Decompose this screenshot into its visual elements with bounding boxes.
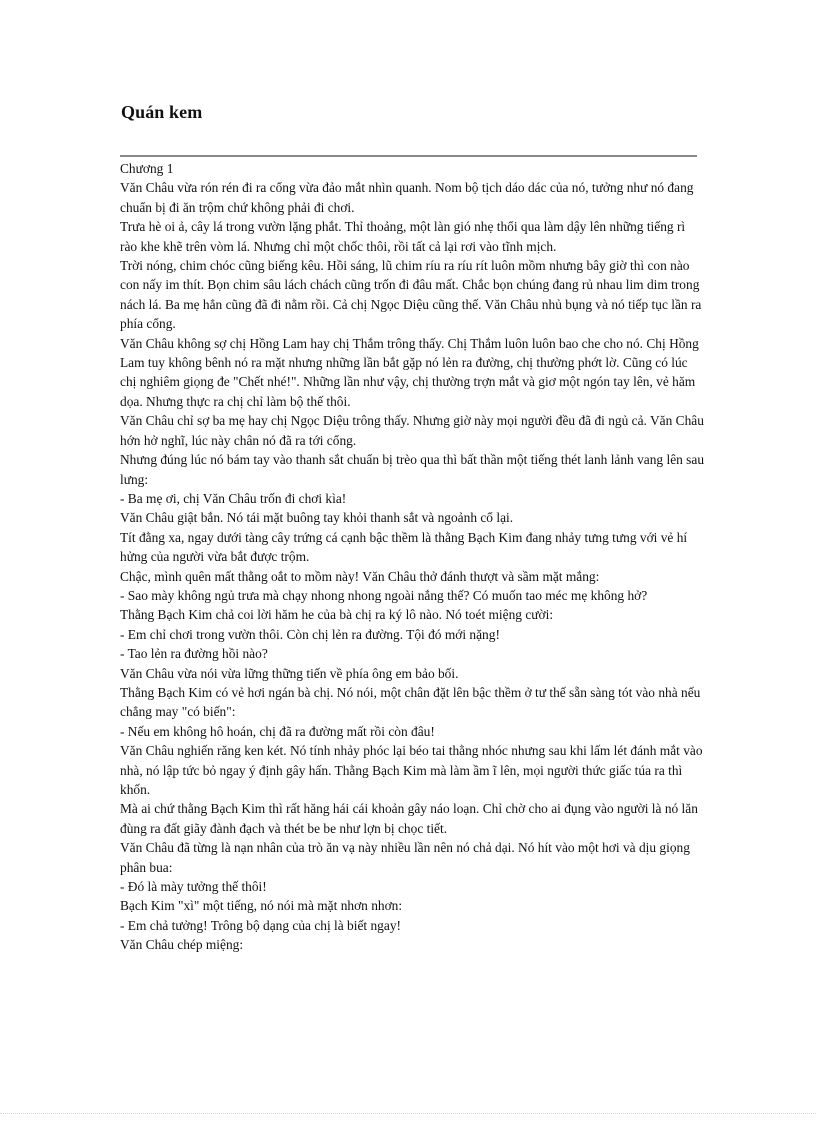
paragraph: Trưa hè oi ả, cây lá trong vườn lặng phắt. Thỉ thoảng, một làn gió nhẹ thổi qua làm dậy lên những tiếng rì rào khe khẽ trên vòm lá. Nhưng chỉ một chốc thôi, rồi tất cả lại rơi vào tĩnh mịch. <box>120 219 686 254</box>
paragraph: Văn Châu đã từng là nạn nhân của trò ăn vạ này nhiều lần nên nó chả dại. Nó hít vào một hơi và dịu giọng phân bua: <box>120 840 690 875</box>
paragraph: Chậc, mình quên mất thằng oắt to mồm này! Văn Châu thở đánh thượt và sầm mặt mắng: <box>120 568 600 584</box>
dialogue-line: - Đó là mày tưởng thế thôi! <box>120 879 267 895</box>
paragraph: Văn Châu không sợ chị Hồng Lam hay chị Thắm trông thấy. Chị Thắm luôn luôn bao che cho nó. Chị Hồng Lam tuy không bênh nó ra mặt nhưng những lần bắt gặp nó lẻn ra đường, chị thường phớt lờ. Cũng có lúc chị nghiêm giọng đe "Chết nhé!". Những lần như vậy, chị thường trợn mắt và giơ một ngón tay lên, vẻ hăm dọa. Nhưng thực ra chị chỉ làm bộ thế thôi. <box>120 335 699 409</box>
dialogue-line: - Nếu em không hô hoán, chị đã ra đường mất rồi còn đâu! <box>120 723 435 739</box>
dialogue-line: - Ba mẹ ơi, chị Văn Châu trốn đi chơi kìa! <box>120 490 347 506</box>
paragraph: Trời nóng, chim chóc cũng biếng kêu. Hồi sáng, lũ chim ríu ra ríu rít luôn mồm nhưng bây giờ thì con nào con nấy im thít. Bọn chim sâu lách chách cũng trốn đi đâu mất. Chắc bọn chúng đang rủ nhau lim dim trong nách lá. Ba mẹ hẳn cũng đã đi nằm rồi. Cả chị Ngọc Diệu cũng thế. Văn Châu nhủ bụng và nó tiếp tục lần ra phía cổng. <box>120 258 702 332</box>
document-body <box>120 159 705 955</box>
paragraph: Văn Châu chỉ sợ ba mẹ hay chị Ngọc Diệu trông thấy. Nhưng giờ này mọi người đều đã đi ngủ cả. Văn Châu hớn hở nghĩ, lúc này chân nó đã ra tới cổng. <box>120 413 704 448</box>
document-title: Quán kem <box>121 102 203 122</box>
paragraph: Văn Châu giật bắn. Nó tái mặt buông tay khỏi thanh sắt và ngoảnh cổ lại. <box>120 510 514 526</box>
chapter-heading: Chương 1 <box>120 161 174 176</box>
paragraph: Mà ai chứ thằng Bạch Kim thì rất hăng hái cái khoản gây náo loạn. Chỉ chờ cho ai đụng vào người là nó lăn đùng ra đất giãy đành đạch và thét be be như lợn bị chọc tiết. <box>120 801 698 836</box>
paragraph: Bạch Kim "xì" một tiếng, nó nói mà mặt nhơn nhơn: <box>120 898 403 914</box>
paragraph: Thằng Bạch Kim có vẻ hơi ngán bà chị. Nó nói, một chân đặt lên bậc thềm ở tư thế sẵn sàng tót vào nhà nếu chẳng may "có biến": <box>120 684 701 720</box>
dialogue-line: - Sao mày không ngủ trưa mà chạy nhong nhong ngoài nắng thế? Có muốn tao méc mẹ không hở? <box>120 587 648 603</box>
paragraph: Văn Châu nghiến răng ken két. Nó tính nhảy phóc lại béo tai thằng nhóc nhưng sau khi lấm lét đánh mắt vào nhà, nó lập tức bỏ ngay ý định gây hấn. Thằng Bạch Kim mà làm ầm ĩ lên, mọi người thức giấc túa ra thì khốn. <box>120 743 703 797</box>
title-divider <box>120 155 697 157</box>
paragraph: Văn Châu vừa rón rén đi ra cổng vừa đảo mắt nhìn quanh. Nom bộ tịch dáo dác của nó, tưởng như nó đang chuẩn bị đi ăn trộm chứ không phải đi chơi. <box>120 180 694 215</box>
paragraph: Thằng Bạch Kim chả coi lời hăm he của bà chị ra ký lô nào. Nó toét miệng cười: <box>120 607 554 623</box>
paragraph: Văn Châu chép miệng: <box>120 937 244 953</box>
dialogue-line: - Em chả tưởng! Trông bộ dạng của chị là biết ngay! <box>120 917 401 933</box>
paragraph: Văn Châu vừa nói vừa lững thững tiến về phía ông em bảo bối. <box>120 665 459 681</box>
paragraph: Tít đằng xa, ngay dưới tàng cây trứng cá cạnh bậc thềm là thằng Bạch Kim đang nhảy tưng tưng với vẻ hí hửng của người vừa bắt được trộm. <box>120 529 688 565</box>
dialogue-line: - Em chỉ chơi trong vườn thôi. Còn chị lẻn ra đường. Tội đó mới nặng! <box>120 626 500 642</box>
dialogue-line: - Tao lẻn ra đường hồi nào? <box>120 646 268 662</box>
paragraph: Nhưng đúng lúc nó bám tay vào thanh sắt chuẩn bị trèo qua thì bất thần một tiếng thét lanh lảnh vang lên sau lưng: <box>120 452 705 487</box>
page-bottom-edge <box>0 1113 816 1114</box>
